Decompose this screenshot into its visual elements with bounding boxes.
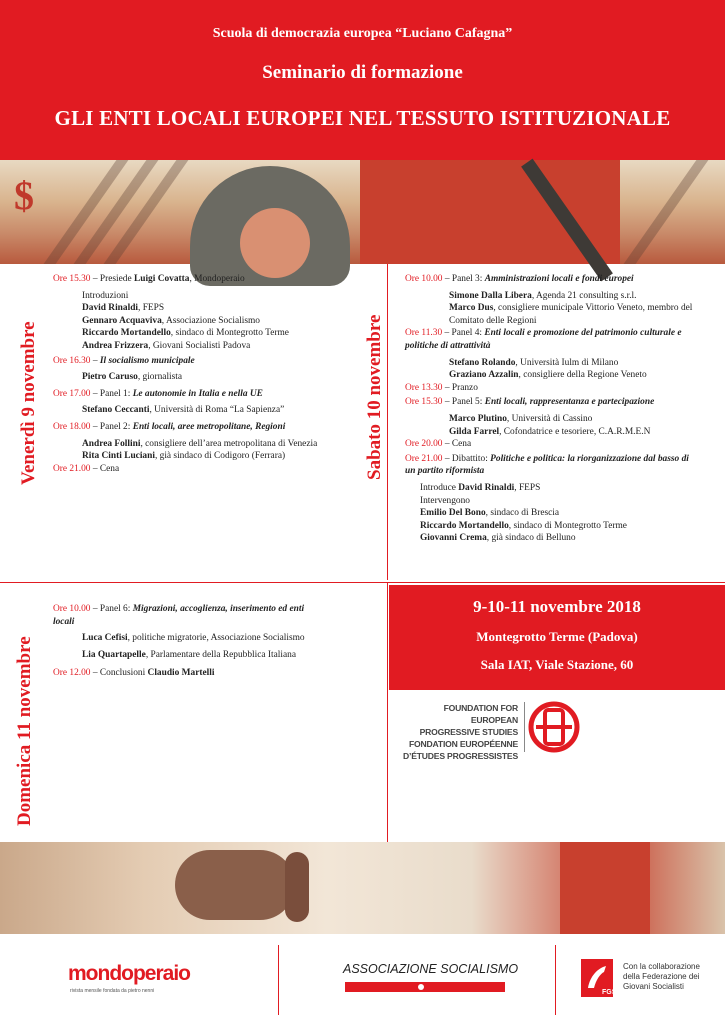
poster-image-bottom [0, 842, 725, 934]
session: Ore 18.00 – Panel 2: Enti locali, aree metropolitane, Regioni [53, 421, 286, 432]
collaboration-note: Con la collaborazione della Federazione dei Giovani Socialisti [623, 962, 700, 991]
session: Ore 17.00 – Panel 1: Le autonomie in Italia e nella UE [53, 388, 263, 399]
school-name: Scuola di democrazia europea “Luciano Cafagna” [212, 26, 513, 41]
seminar-title: Seminario di formazione [262, 62, 463, 83]
session: Ore 15.30 – Panel 5: Enti locali, rappresentanza e partecipazione [405, 397, 655, 408]
day-label-friday: Venerdì 9 novembre [18, 321, 39, 485]
svg-text:FGS: FGS [602, 989, 617, 996]
session: Ore 21.00 – Cena [53, 463, 120, 474]
header-banner [0, 0, 725, 160]
session: Ore 10.00 – Panel 3: Amministrazioni locali e fondi europei [405, 274, 634, 284]
event-dates: 9-10-11 novembre 2018 [473, 597, 641, 616]
schedule-friday: Ore 15.30 – Presiede Luigi Covatta, Mondoperaio Introduzioni David Rinaldi, FEPS Gennaro Acquaviva, Associazione Socialismo Riccardo Mortandello, sindaco di Montegrotto Terme Andrea Frizzera, Giovani Socialisti Padova Ore 16.30 – Il socialismo municipale Pietro Caruso, giornalista Ore 17.00 – Panel 1: Le autonomie in Italia e nella UE Stefano Ceccanti, Università di Roma “La Sapienza” Ore 18.00 – Panel 2: Enti locali, aree metropolitane, Regioni Andrea Follini, consigliere dell’area metropolitana di Venezia Rita Cinti Luciani, già sindaco di Codigoro (Ferrara) Ore 21.00 – Cena [53, 273, 378, 477]
event-venue: Sala IAT, Viale Stazione, 60 [480, 657, 634, 672]
session: Ore 13.30 – Pranzo [405, 382, 478, 393]
schedule-sunday: Ore 10.00 – Panel 6: Migrazioni, accoglienza, inserimento ed enti locali Luca Cefisi, politiche migratorie, Associazione Socialismo Lia Quartapelle, Parlamentare della Repubblica Italiana Ore 12.00 – Conclusioni Claudio Martelli [53, 603, 318, 682]
fgs-logo-icon [580, 958, 617, 998]
mondoperaio-logo: mondoperaio [68, 962, 191, 985]
session: Ore 11.30 – Panel 4: Enti locali e promozione del patrimonio culturale e politiche di attrattività [405, 328, 682, 351]
day-label-saturday: Sabato 10 novembre [364, 314, 385, 480]
session: Ore 10.00 – Panel 6: Migrazioni, accoglienza, inserimento ed enti locali [53, 604, 305, 627]
feps-logo-icon [528, 700, 580, 754]
associazione-socialismo-logo: ASSOCIAZIONE SOCIALISMO [343, 962, 519, 976]
mondoperaio-tagline: rivista mensile fondata da pietro nenni [70, 988, 155, 994]
seminar-theme: GLI ENTI LOCALI EUROPEI NEL TESSUTO ISTITUZIONALE [54, 106, 671, 130]
session: Ore 20.00 – Cena [405, 439, 472, 450]
feps-logo: FOUNDATION FOR EUROPEAN PROGRESSIVE STUDIES FONDATION EUROPÉENNE D’ÉTUDES PROGRESSISTES [395, 700, 595, 760]
poster-image-top: $ [0, 160, 725, 264]
session: Ore 15.30 – Presiede Luigi Covatta, Mondoperaio [53, 274, 245, 284]
event-city: Montegrotto Terme (Padova) [476, 629, 638, 644]
event-info-box [389, 585, 725, 690]
schedule-saturday: Ore 10.00 – Panel 3: Amministrazioni locali e fondi europei Simone Dalla Libera, Agenda 21 consulting s.r.l. Marco Dus, consigliere municipale Vittorio Veneto, membro del Comitato delle Regioni Ore 11.30 – Panel 4: Enti locali e promozione del patrimonio culturale e politiche di attrattività Stefano Rolando, Università Iulm di Milano Graziano Azzalin, consigliere della Regione Veneto Ore 13.30 – Pranzo Ore 15.30 – Panel 5: Enti locali, rappresentanza e partecipazione Marco Plutino, Università di Cassino Gilda Farrel, Cofondatrice e tesoriere, C.A.R.M.E.N Ore 20.00 – Cena Ore 21.00 – Dibattito: Politiche e politica: la riorganizzazione dal basso di un partito riformista Introduce David Rinaldi, FEPS Intervengono Emilio Del Bono, sindaco di Brescia Riccardo Mortandello, sindaco di Montegrotto Terme Giovanni Crema, già sindaco di Belluno [405, 274, 693, 544]
session: Ore 12.00 – Conclusioni Claudio Martelli [53, 668, 215, 679]
day-label-sunday: Domenica 11 novembre [14, 636, 35, 826]
session: Ore 16.30 – Il socialismo municipale [53, 355, 195, 366]
session: Ore 21.00 – Dibattito: Politiche e politica: la riorganizzazione dal basso di un partito riformista [405, 453, 689, 477]
